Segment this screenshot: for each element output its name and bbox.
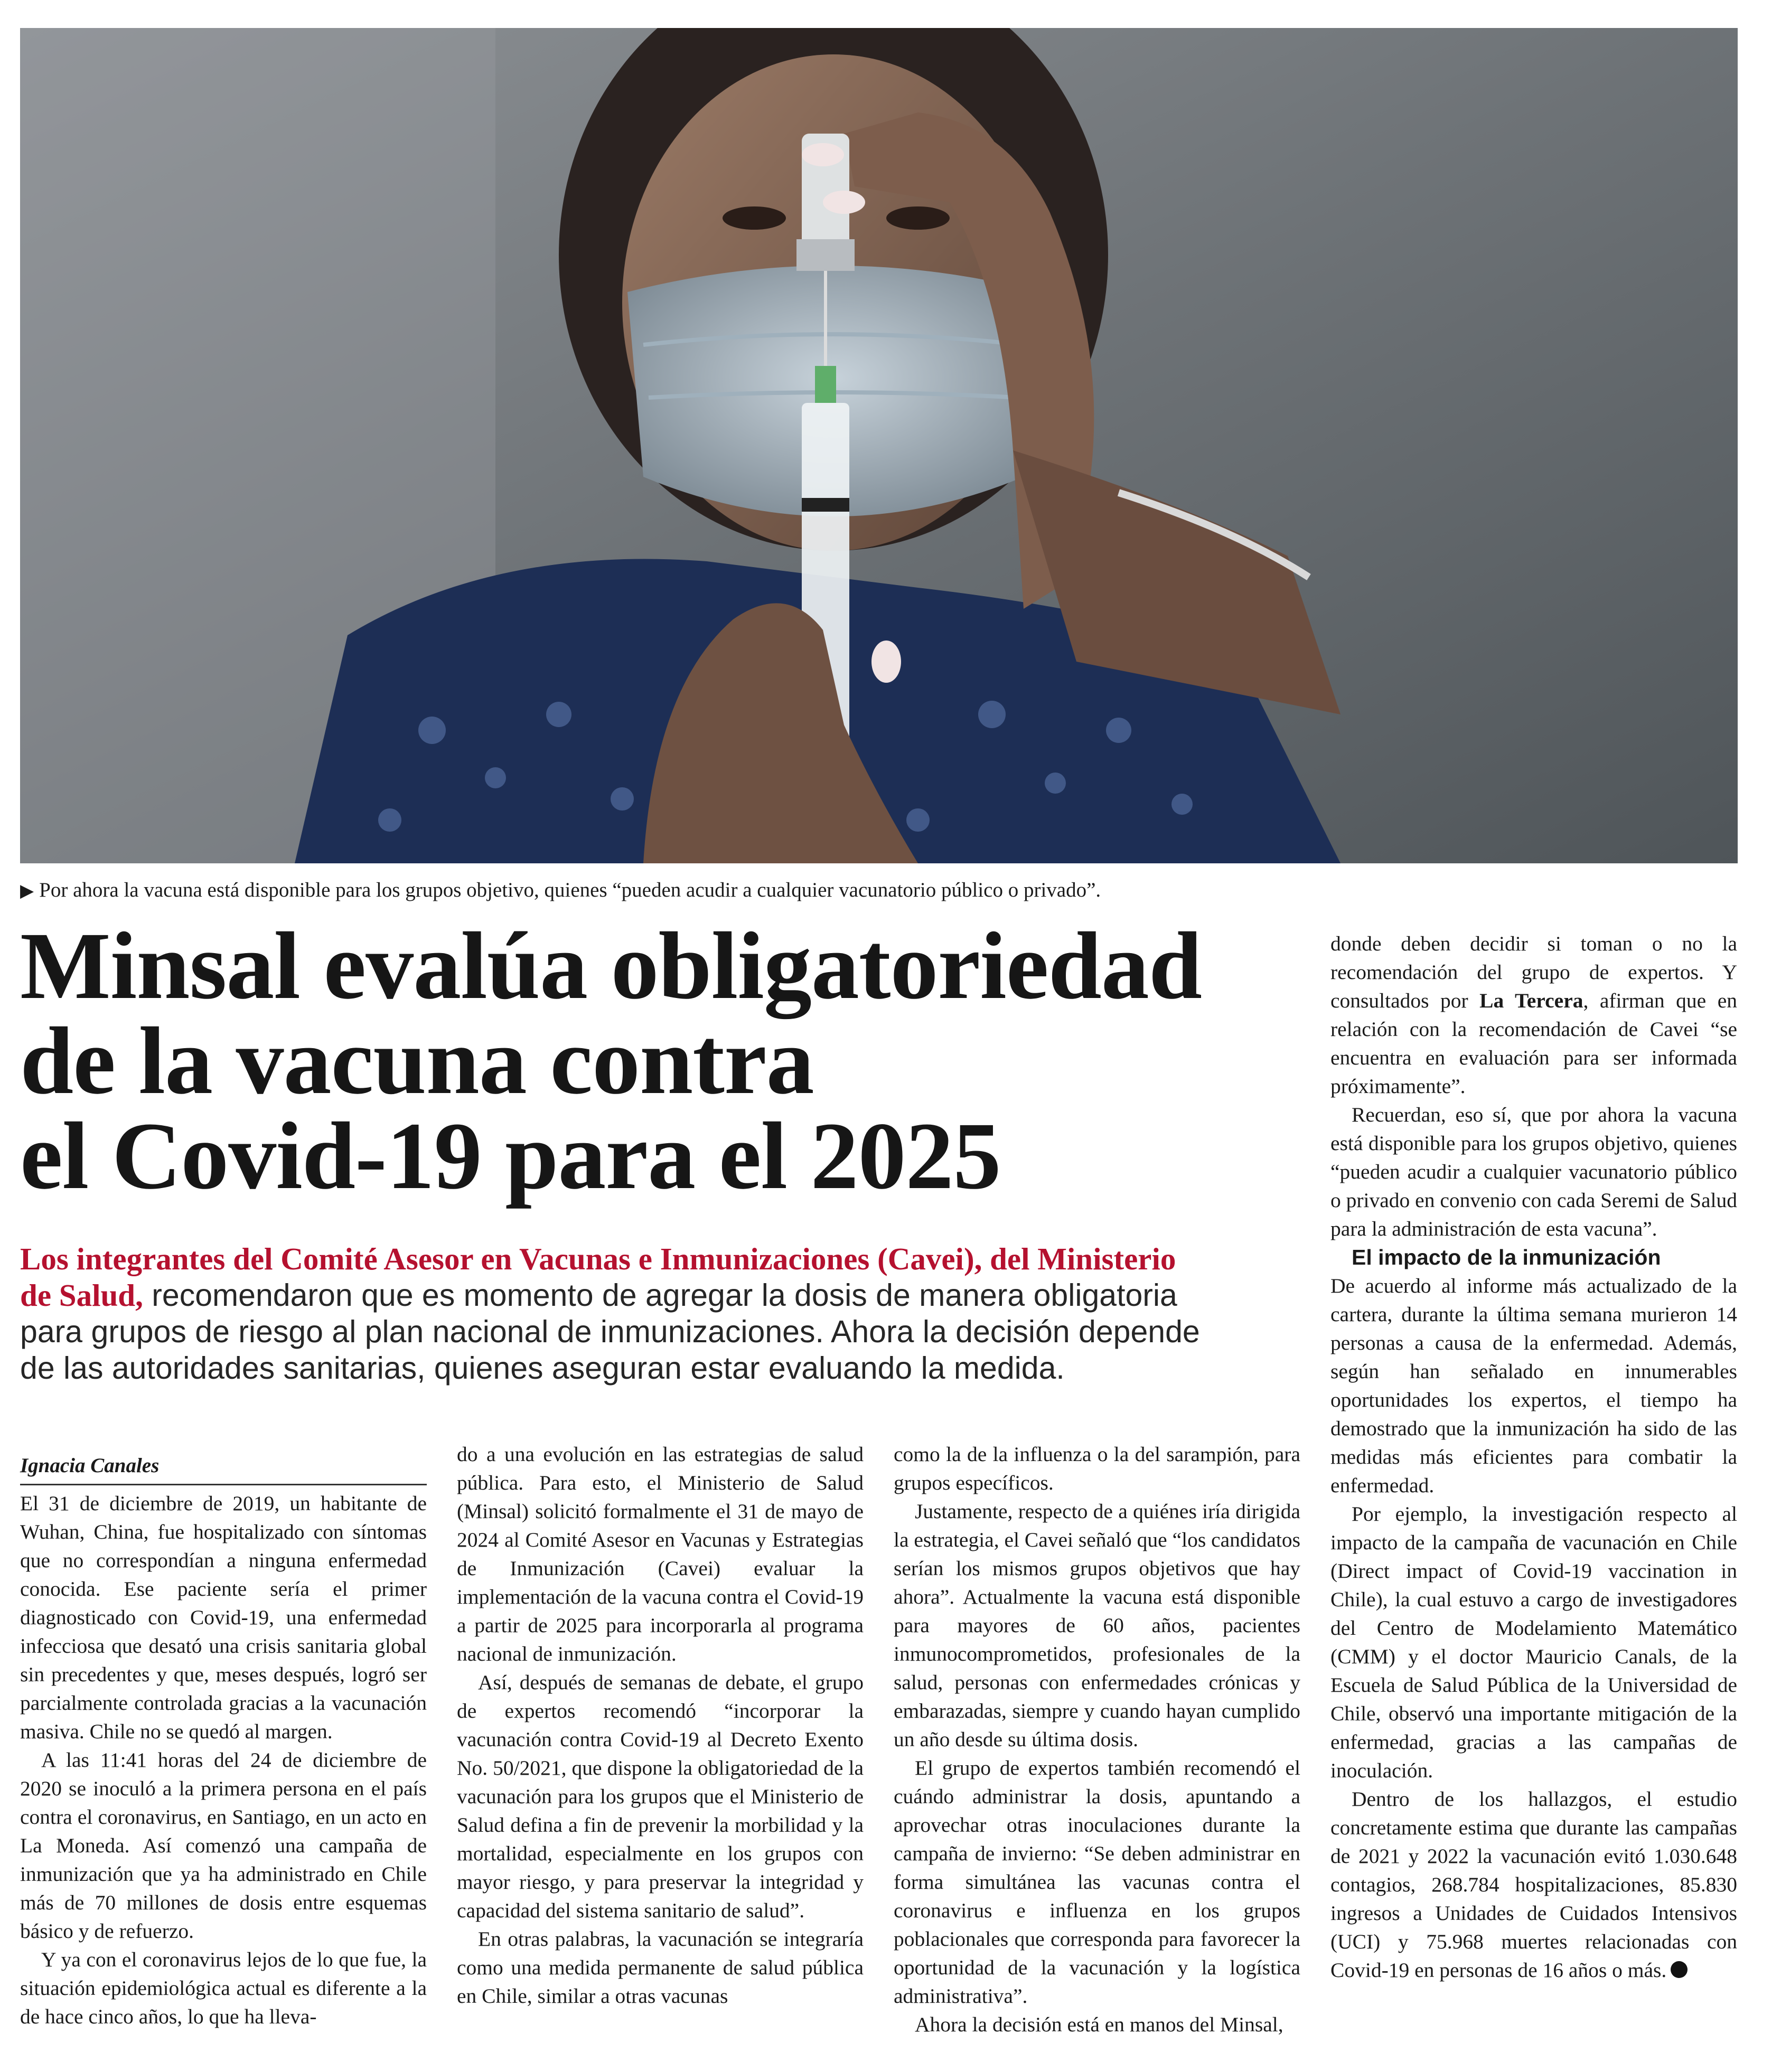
text-run: Dentro de los hallazgos, el estudio concretamente estima que durante las campañas de 2021 y 2022 la vacunación evitó 1.030.648 contagios, 268.784 hospitalizaciones, 85.830 ingresos a Unidades de Cuidados Intensivos (UCI) y 75.968 muertes relacionadas con Covid-19 en personas de 16 años o más.	[1330, 1787, 1737, 1982]
end-mark-icon	[1671, 1961, 1688, 1978]
paragraph: El grupo de expertos también recomendó el cuándo administrar la dosis, apuntando a aprovechar otras inoculaciones durante la campaña de invierno: “Se deben administrar en forma simultánea las vacunas contra el coronavirus e influenza en los grupos poblacionales que corresponda para favorecer la oportunidad de la vacunación y la logística administrativa”.	[894, 1756, 1300, 2008]
body-column-3	[894, 1440, 1300, 2039]
article-photo	[20, 28, 1738, 863]
headline-line-2: de la vacuna contra	[20, 1008, 814, 1114]
paragraph: Recuerdan, eso sí, que por ahora la vacuna está disponible para los grupos objetivo, quienes “pueden acudir a cualquier vacunatorio público o privado en convenio con cada Seremi de Salud para la administración de esta vacuna”.	[1330, 1103, 1737, 1240]
vaccine-photo-illustration	[20, 28, 1738, 863]
paragraph	[1330, 929, 1737, 1100]
paragraph: A las 11:41 horas del 24 de diciembre de 2020 se inoculó a la primera persona en el país contra el coronavirus, en Santiago, en un acto en La Moneda. Así comenzó una campaña de inmunización que ya ha administrado en Chile más de 70 millones de dosis entre esquemas básico y de refuerzo.	[20, 1748, 427, 1943]
section-subhead: El impacto de la inmunización	[1352, 1245, 1661, 1269]
photo-caption	[20, 874, 1752, 906]
body-column-1	[20, 1489, 427, 2031]
body-column-2	[457, 1440, 864, 2010]
paragraph: como la de la influenza o la del sarampión, para grupos específicos.	[894, 1443, 1300, 1494]
headline-line-1: Minsal evalúa obligatoriedad	[20, 913, 1202, 1019]
lead-paragraph	[20, 1241, 1214, 1387]
paragraph: El 31 de diciembre de 2019, un habitante de Wuhan, China, fue hospitalizado con síntomas que no correspondían a ninguna enfermedad conocida. Ese paciente sería el primer diagnosticado con Covid-19, una enfermedad infecciosa que desató una crisis sanitaria global sin precedentes y que, meses después, logró ser parcialmente controlada gracias a la vacunación masiva. Chile no se quedó al margen.	[20, 1492, 427, 1743]
byline: Ignacia Canales	[20, 1452, 427, 1485]
source-name: La Tercera	[1479, 989, 1583, 1012]
headline-line-3: el Covid-19 para el 2025	[20, 1103, 1001, 1209]
paragraph: Y ya con el coronavirus lejos de lo que fue, la situación epidemiológica actual es diferente a la de hace cinco años, lo que ha lleva-	[20, 1948, 427, 2028]
paragraph: Ahora la decisión está en manos del Minsal,	[915, 2013, 1283, 2036]
lead-text: recomendaron que es momento de agregar la dosis de manera obligatoria para grupos de riesgo al plan nacional de inmunizaciones. Ahora la decisión depende de las autoridades sanitarias, quienes aseguran estar evaluando la medida.	[20, 1278, 1200, 1386]
caption-marker-icon: ▶	[20, 881, 34, 901]
paragraph: do a una evolución en las estrategias de salud pública. Para esto, el Ministerio de Salud (Minsal) solicitó formalmente el 31 de mayo de 2024 al Comité Asesor en Vacunas y Estrategias de Inmunización (Cavei) evaluar la implementación de la vacuna contra el Covid-19 a partir de 2025 para incorporarla al programa nacional de inmunización.	[457, 1443, 864, 1665]
paragraph: En otras palabras, la vacunación se integraría como una medida permanente de salud pública en Chile, similar a otras vacunas	[457, 1927, 864, 2008]
paragraph: Así, después de semanas de debate, el grupo de expertos recomendó “incorporar la vacunación contra Covid-19 al Decreto Exento No. 50/2021, que dispone la obligatoriedad de la vacunación para los grupos que el Ministerio de Salud defina a fin de prevenir la morbilidad y la mortalidad, especialmente en los grupos con mayor riesgo, y para preservar la integridad y capacidad del sistema sanitario de salud”.	[457, 1671, 864, 1922]
paragraph	[1330, 1785, 1737, 1984]
lead-highlight: Los integrantes del Comité Asesor en Vacunas e Inmunizaciones (Cavei), del Ministerio de Salud,	[20, 1241, 1176, 1313]
caption-text: Por ahora la vacuna está disponible para los grupos objetivo, quienes “pueden acudir a cualquier vacunatorio público o privado”.	[39, 879, 1101, 901]
headline	[20, 913, 1314, 1209]
paragraph: Justamente, respecto de a quiénes iría dirigida la estrategia, el Cavei señaló que “los candidatos serían los mismos grupos objetivos que hay ahora”. Actualmente la vacuna está disponible para mayores de 60 años, pacientes inmunocomprometidos, profesionales de la salud, personas con enfermedades crónicas y embarazadas, siempre y cuando hayan cumplido un año desde su última dosis.	[894, 1500, 1300, 1751]
paragraph: Por ejemplo, la investigación respecto al impacto de la campaña de vacunación en Chile (Direct impact of Covid-19 vaccination in Chile), la cual estuvo a cargo de investigadores del Centro de Modelamiento Matemático (CMM) y el doctor Mauricio Canals, de la Escuela de Salud Pública de la Universidad de Chile, observó una importante mitigación de la enfermedad, gracias a las campañas de inoculación.	[1330, 1502, 1737, 1782]
paragraph: De acuerdo al informe más actualizado de la cartera, durante la última semana murieron 14 personas a causa de la enfermedad. Además, según han señalado en innumerables oportunidades los expertos, el tiempo ha demostrado que la inmunización ha sido de las medidas más eficientes para combatir la enfermedad.	[1330, 1274, 1737, 1497]
text-run: donde deben decidir si toman o no la recomendación del grupo de expertos. Y consultados por	[1330, 932, 1737, 1012]
body-column-4	[1330, 929, 1737, 1984]
text-run: , afirman que en relación con la recomendación de Cavei “se encuentra en evaluación para ser informada próximamente”.	[1330, 989, 1737, 1098]
